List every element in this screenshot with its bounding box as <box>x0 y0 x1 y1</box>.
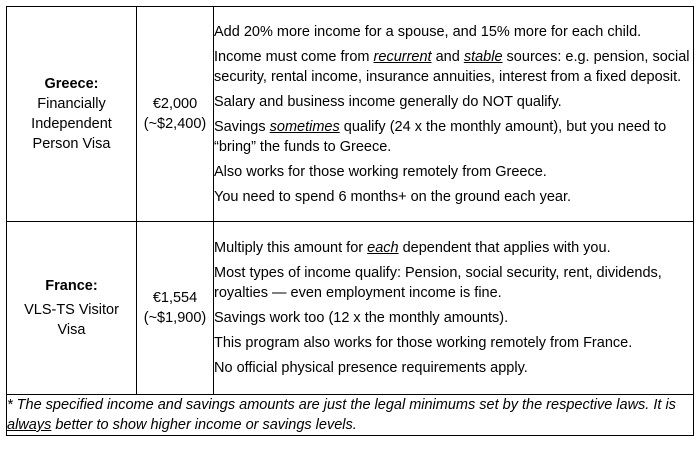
requirement-item: Multiply this amount for each dependent that applies with you. <box>214 240 611 256</box>
program-line: Independent <box>31 116 112 132</box>
amount-eur: €1,554 <box>152 290 198 306</box>
requirement-item: Salary and business income generally do NOT qualify. <box>214 93 562 110</box>
requirement-item: Savings work too (12 x the monthly amounts). <box>214 310 509 326</box>
footnote-row <box>7 395 694 436</box>
program-line: VLS-TS Visitor <box>24 302 119 318</box>
program-line: Visa <box>57 322 86 338</box>
requirement-item: Also works for those working remotely from Greece. <box>214 163 547 180</box>
requirement-item: Savings sometimes qualify (24 x the monthly amount), but you need to “bring” the funds to Greece. <box>214 118 667 155</box>
footnote: * The specified income and savings amounts are just the legal minimums set by the respective laws. It is always better to show higher income or savings levels. <box>7 395 694 436</box>
amount-usd: (~$2,400) <box>143 116 207 132</box>
program-line: Person Visa <box>32 136 111 152</box>
program-line: Financially <box>37 96 106 112</box>
visa-name-cell <box>7 7 137 222</box>
income-amount-cell <box>137 222 214 395</box>
requirement-item: You need to spend 6 months+ on the ground each year. <box>214 188 572 205</box>
requirement-item: Most types of income qualify: Pension, social security, rent, dividends, royalties — even employment income is fine. <box>214 265 662 301</box>
country-label: France: <box>45 278 98 294</box>
visa-comparison-table <box>6 6 694 436</box>
income-amount-cell <box>137 7 214 222</box>
country-label: Greece: <box>44 76 99 92</box>
requirements-cell <box>214 222 694 395</box>
amount-usd: (~$1,900) <box>143 310 207 326</box>
amount-eur: €2,000 <box>152 96 198 112</box>
requirement-item: No official physical presence requirements apply. <box>214 360 528 376</box>
requirements-cell <box>214 7 694 222</box>
requirement-item: This program also works for those working remotely from France. <box>214 335 633 351</box>
table-row-france <box>7 222 694 395</box>
visa-name-cell <box>7 222 137 395</box>
table-row-greece <box>7 7 694 222</box>
requirement-item: Add 20% more income for a spouse, and 15% more for each child. <box>214 23 642 40</box>
requirement-item: Income must come from recurrent and stable sources: e.g. pension, social security, rental income, insurance annuities, interest from a fixed deposit. <box>214 48 690 85</box>
